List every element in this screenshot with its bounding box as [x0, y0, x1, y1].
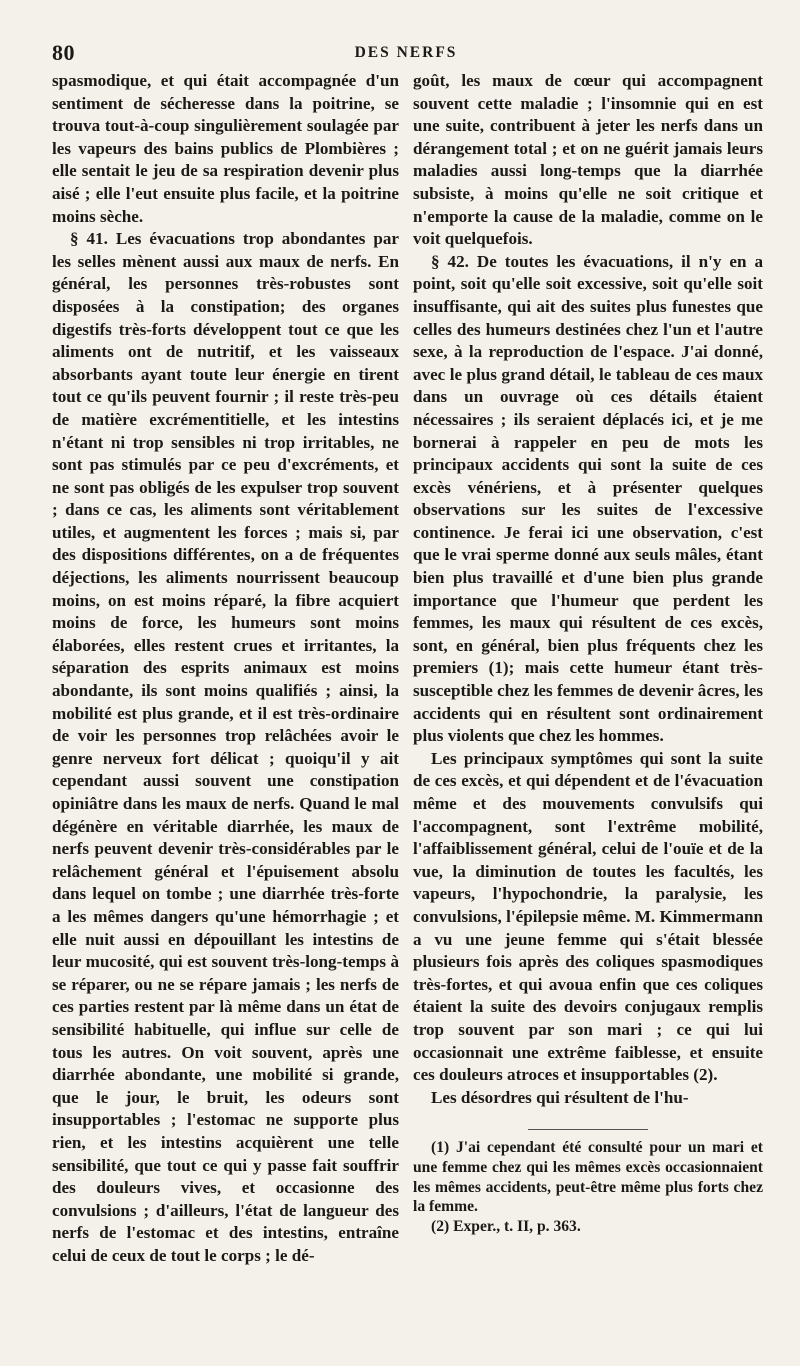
running-title: DES NERFS — [354, 44, 458, 61]
page-number: 80 — [52, 40, 75, 65]
left-column — [52, 70, 399, 1267]
footnote-divider — [528, 1129, 648, 1130]
right-column — [413, 70, 763, 1236]
paragraph: Les désordres qui résultent de l'hu- — [431, 1087, 689, 1107]
footnote-1: (1) J'ai cependant été consulté pour un mari et une femme chez qui les mêmes excès occasionnaient les mêmes accidents, peut-être même plus forts chez la femme. — [413, 1139, 763, 1216]
paragraph: Les principaux symptômes qui sont la suite de ces excès, et qui dépendent et de l'évacuation même et des mouvements convulsifs qui l'accompagnent, sont l'extrême mobilité, l'affaiblissement général, celui de l'ouïe et de la vue, la diminution de toutes les facultés, les vapeurs, l'hypochondrie, la paralysie, les convulsions, l'épilepsie même. M. Kimmermann a vu une jeune femme qui s'était blessée plusieurs fois après des coliques spasmodiques très-fortes, et qui avoua enfin que ces coliques étaient la suite des devoirs conjugaux remplis trop souvent par son mari ; ce qui lui occasionnait une extrême faiblesse, et ensuite ces douleurs atroces et insupportables (2). — [413, 748, 763, 1085]
footnotes — [413, 1138, 763, 1236]
running-head — [52, 40, 760, 66]
footnote-2: (2) Exper., t. II, p. 363. — [431, 1217, 581, 1235]
paragraph: spasmodique, et qui était accompagnée d'un sentiment de sécheresse dans la poitrine, se trouva tout-à-coup singulièrement soulagée par les vapeurs des bains publics de Plombières ; elle sentait le jeu de sa respiration devenir plus aisé ; elle l'eut ensuite plus facile, et la poitrine moins sèche. — [52, 71, 399, 226]
paragraph-section-41: § 41. Les évacuations trop abondantes par les selles mènent aussi aux maux de nerfs. En général, les personnes très-robustes sont disposées à la constipation; des organes digestifs très-forts développent tout ce que les aliments ont de nutritif, et les vaisseaux absorbants ayant toute leur énergie en tirent tout ce qu'ils peuvent fournir ; il reste très-peu de matière excrémentitielle, et les intestins n'étant ni trop sensibles ni trop irritables, ne sont pas stimulés par ce peu d'excréments, et ne sont pas obligés de les expulser trop souvent ; dans ce cas, les aliments sont véritablement utiles, et augmentent les forces ; mais si, par des dispositions différentes, on a de fréquentes déjections, les aliments nourrissent beaucoup moins, on est moins réparé, la fibre acquiert moins de force, les humeurs sont moins élaborées, elles restent crues et irritantes, la séparation des esprits animaux est moins abondante, ils sont moins qualifiés ; ainsi, la mobilité est plus grande, et il est très-ordinaire de voir les personnes trop relâchées avoir le genre nerveux fort délicat ; quoiqu'il y ait cependant aussi souvent une constipation opiniâtre dans les maux de nerfs. Quand le mal dégénère en véritable diarrhée, les maux de nerfs peuvent devenir très-considérables par le relâchement général et l'épuisement absolu dans lequel on tombe ; une diarrhée très-forte a les mêmes dangers qu'une hémorrhagie ; et elle nuit aussi en dépouillant les intestins de leur mucosité, qui est souvent très-long-temps à se réparer, ou ne se répare jamais ; les nerfs de ces parties restent par là même dans un état de sensibilité habituelle, qui influe sur celle de tous les autres. On voit souvent, après une diarrhée abondante, une mobilité si grande, que le jour, le bruit, les odeurs sont insupportables ; l'estomac ne supporte plus rien, et les intestins acquièrent une telle sensibilité, que tout ce qui y passe fait souffrir des douleurs vives, et occasionne des convulsions ; d'ailleurs, l'état de langueur des nerfs de l'estomac et des intestins, entraîne celui de ceux de tout le corps ; le dé- — [52, 229, 399, 1265]
paragraph-section-42: § 42. De toutes les évacuations, il n'y en a point, soit qu'elle soit excessive, soit qu'elle soit insuffisante, qui ait des suites plus funestes que celles des humeurs destinées chez l'un et l'autre sexe, à la reproduction de l'espace. J'ai donné, avec le plus grand détail, le tableau de ces maux dans un ouvrage où ces détails étaient nécessaires ; ils seraient déplacés ici, et je me bornerai à rappeler en peu de mots les principaux accidents qui sont la suite de ces excès vénériens, et à présenter quelques observations sur les suites de l'excessive continence. Je ferai ici une observation, c'est que le vrai sperme donné aux seuls mâles, étant bien plus travaillé et d'une bien plus grande importance que l'humeur que perdent les femmes, les maux qui résultent de ces excès, sont, en général, bien plus fréquents chez les premiers (1); mais cette humeur étant très-susceptible chez les femmes de devenir âcres, les accidents qui en résultent sont ordinairement plus violents que chez les hommes. — [413, 251, 763, 746]
paragraph: goût, les maux de cœur qui accompagnent souvent cette maladie ; l'insomnie qui en est une suite, contribuent à jeter les nerfs dans un dérangement total ; et on ne guérit jamais leurs maladies aussi long-temps que la diarrhée subsiste, à moins qu'elle ne soit critique et n'emporte la cause de la maladie, comme on le voit quelquefois. — [413, 71, 763, 249]
